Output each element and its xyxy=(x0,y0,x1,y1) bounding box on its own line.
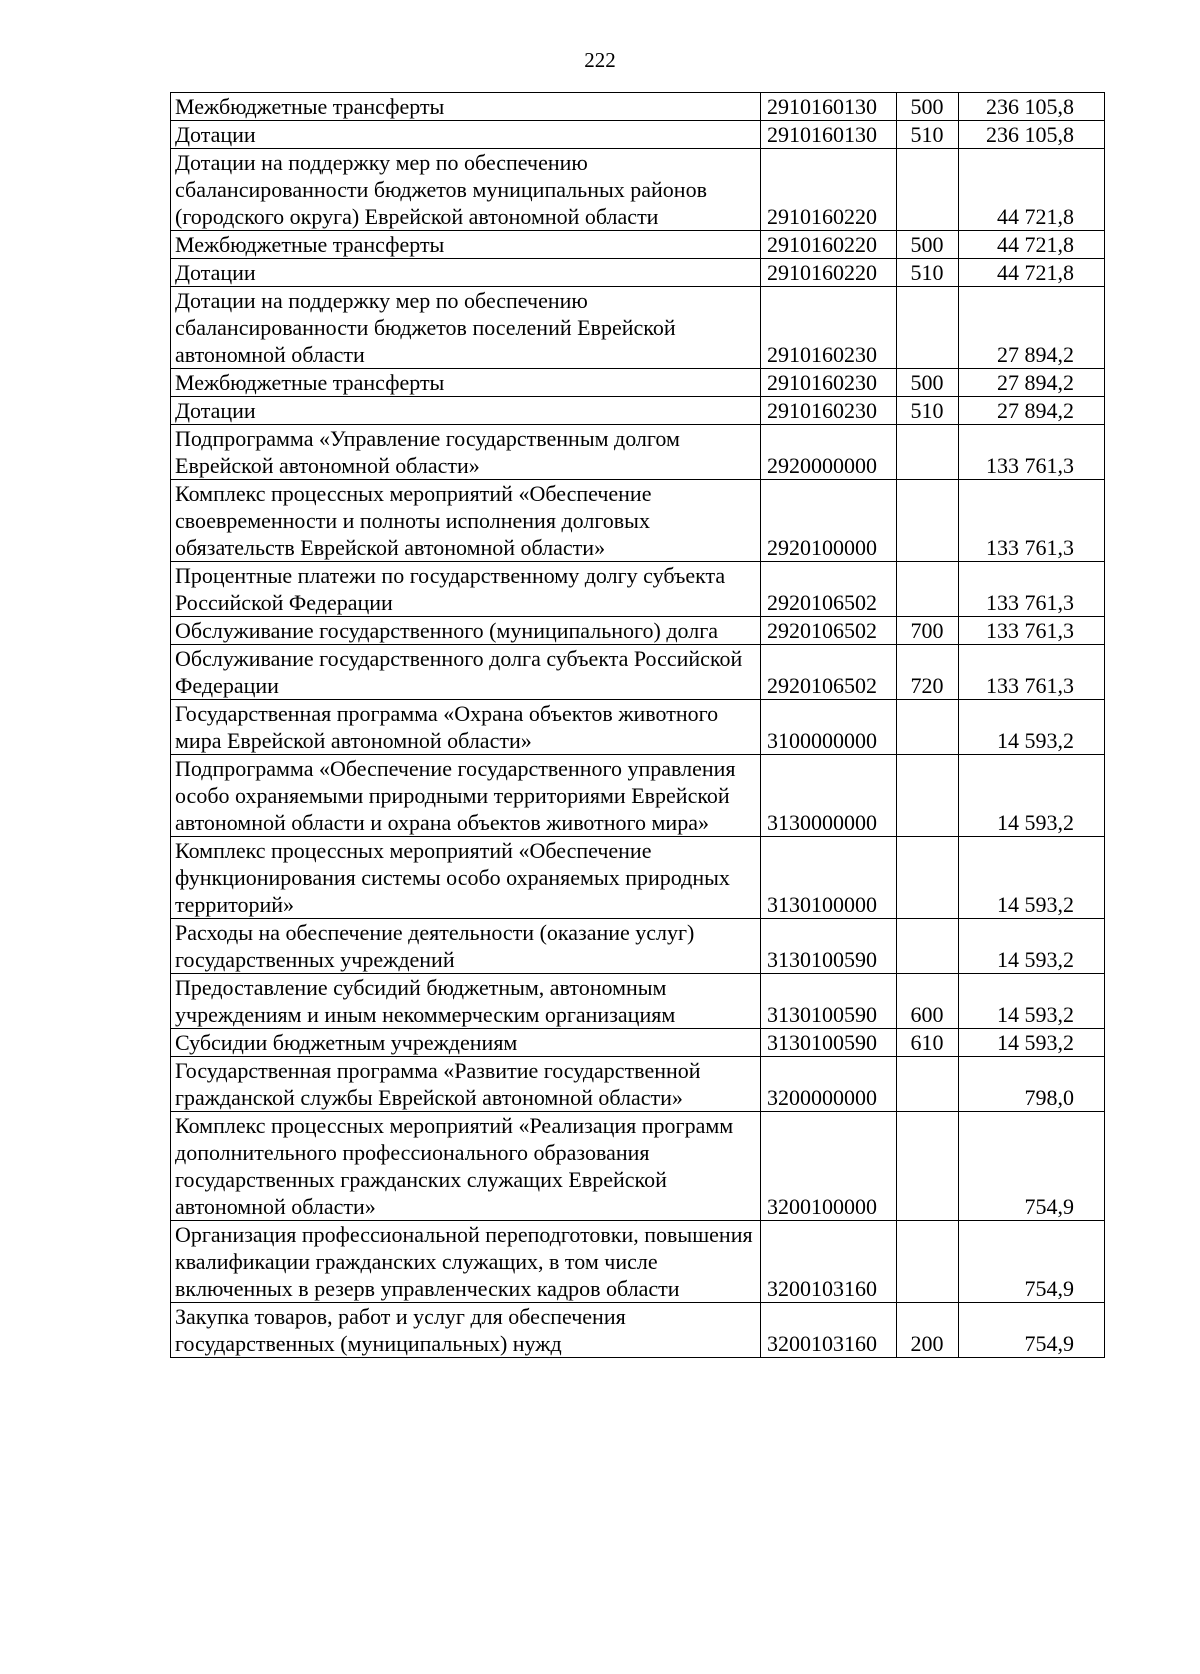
row-sum: 133 761,3 xyxy=(959,425,1105,480)
table-row xyxy=(171,259,1105,287)
row-type xyxy=(897,562,959,617)
row-name: Государственная программа «Развитие государственной гражданской службы Еврейской автономной области» xyxy=(171,1057,761,1112)
table-row xyxy=(171,149,1105,231)
row-type: 500 xyxy=(897,93,959,121)
budget-table-body xyxy=(171,93,1105,1358)
row-name: Межбюджетные трансферты xyxy=(171,231,761,259)
row-sum: 754,9 xyxy=(959,1112,1105,1221)
row-name: Комплекс процессных мероприятий «Обеспечение функционирования системы особо охраняемых природных территорий» xyxy=(171,837,761,919)
row-code: 3200103160 xyxy=(761,1221,897,1303)
row-type: 500 xyxy=(897,369,959,397)
row-type: 500 xyxy=(897,231,959,259)
row-type: 510 xyxy=(897,397,959,425)
row-type xyxy=(897,919,959,974)
row-sum: 14 593,2 xyxy=(959,919,1105,974)
row-code: 2910160230 xyxy=(761,369,897,397)
row-code: 3130100590 xyxy=(761,974,897,1029)
table-row xyxy=(171,1221,1105,1303)
row-code: 2910160130 xyxy=(761,121,897,149)
row-type xyxy=(897,287,959,369)
row-name: Дотации xyxy=(171,259,761,287)
row-code: 2920106502 xyxy=(761,645,897,700)
budget-table xyxy=(170,92,1105,1358)
row-sum: 133 761,3 xyxy=(959,480,1105,562)
table-row xyxy=(171,1112,1105,1221)
row-name: Обслуживание государственного (муниципального) долга xyxy=(171,617,761,645)
table-row xyxy=(171,1303,1105,1358)
row-name: Организация профессиональной переподготовки, повышения квалификации гражданских служащих, в том числе включенных в резерв управленческих кадров области xyxy=(171,1221,761,1303)
row-type xyxy=(897,755,959,837)
row-sum: 27 894,2 xyxy=(959,287,1105,369)
table-row xyxy=(171,397,1105,425)
row-name: Межбюджетные трансферты xyxy=(171,93,761,121)
row-sum: 236 105,8 xyxy=(959,121,1105,149)
row-sum: 236 105,8 xyxy=(959,93,1105,121)
table-row xyxy=(171,755,1105,837)
row-code: 3130100000 xyxy=(761,837,897,919)
row-name: Предоставление субсидий бюджетным, автономным учреждениям и иным некоммерческим организациям xyxy=(171,974,761,1029)
row-sum: 798,0 xyxy=(959,1057,1105,1112)
table-row xyxy=(171,480,1105,562)
row-code: 2920100000 xyxy=(761,480,897,562)
row-name: Закупка товаров, работ и услуг для обеспечения государственных (муниципальных) нужд xyxy=(171,1303,761,1358)
row-code: 3200100000 xyxy=(761,1112,897,1221)
row-type: 720 xyxy=(897,645,959,700)
row-type xyxy=(897,425,959,480)
table-row xyxy=(171,1057,1105,1112)
table-row xyxy=(171,645,1105,700)
row-name: Комплекс процессных мероприятий «Реализация программ дополнительного профессионального образования государственных гражданских служащих Еврейской автономной области» xyxy=(171,1112,761,1221)
row-type xyxy=(897,837,959,919)
row-code: 2910160230 xyxy=(761,287,897,369)
row-name: Комплекс процессных мероприятий «Обеспечение своевременности и полноты исполнения долговых обязательств Еврейской автономной области» xyxy=(171,480,761,562)
row-code: 2920106502 xyxy=(761,617,897,645)
table-row xyxy=(171,1029,1105,1057)
row-code: 3200000000 xyxy=(761,1057,897,1112)
row-sum: 27 894,2 xyxy=(959,397,1105,425)
row-code: 2910160230 xyxy=(761,397,897,425)
row-sum: 14 593,2 xyxy=(959,755,1105,837)
row-type xyxy=(897,700,959,755)
table-row xyxy=(171,121,1105,149)
row-sum: 14 593,2 xyxy=(959,974,1105,1029)
table-row xyxy=(171,425,1105,480)
row-type: 600 xyxy=(897,974,959,1029)
table-row xyxy=(171,919,1105,974)
row-sum: 44 721,8 xyxy=(959,149,1105,231)
row-type xyxy=(897,149,959,231)
row-name: Дотации на поддержку мер по обеспечению сбалансированности бюджетов поселений Еврейской автономной области xyxy=(171,287,761,369)
row-code: 2920000000 xyxy=(761,425,897,480)
row-sum: 27 894,2 xyxy=(959,369,1105,397)
table-row xyxy=(171,562,1105,617)
row-sum: 44 721,8 xyxy=(959,231,1105,259)
row-name: Дотации на поддержку мер по обеспечению сбалансированности бюджетов муниципальных районов (городского округа) Еврейской автономной области xyxy=(171,149,761,231)
table-row xyxy=(171,93,1105,121)
table-row xyxy=(171,369,1105,397)
table-row xyxy=(171,287,1105,369)
row-type: 610 xyxy=(897,1029,959,1057)
row-name: Расходы на обеспечение деятельности (оказание услуг) государственных учреждений xyxy=(171,919,761,974)
row-code: 2920106502 xyxy=(761,562,897,617)
row-type: 700 xyxy=(897,617,959,645)
row-code: 3100000000 xyxy=(761,700,897,755)
row-type: 200 xyxy=(897,1303,959,1358)
row-sum: 754,9 xyxy=(959,1221,1105,1303)
row-name: Межбюджетные трансферты xyxy=(171,369,761,397)
row-code: 3130100590 xyxy=(761,919,897,974)
row-sum: 44 721,8 xyxy=(959,259,1105,287)
row-code: 2910160220 xyxy=(761,259,897,287)
row-type xyxy=(897,1112,959,1221)
table-row xyxy=(171,617,1105,645)
table-row xyxy=(171,837,1105,919)
row-sum: 133 761,3 xyxy=(959,645,1105,700)
row-code: 2910160220 xyxy=(761,149,897,231)
row-type: 510 xyxy=(897,121,959,149)
row-code: 2910160220 xyxy=(761,231,897,259)
row-code: 3200103160 xyxy=(761,1303,897,1358)
table-row xyxy=(171,231,1105,259)
table-row xyxy=(171,700,1105,755)
row-sum: 754,9 xyxy=(959,1303,1105,1358)
row-sum: 14 593,2 xyxy=(959,700,1105,755)
row-sum: 133 761,3 xyxy=(959,562,1105,617)
table-row xyxy=(171,974,1105,1029)
row-sum: 14 593,2 xyxy=(959,1029,1105,1057)
row-name: Процентные платежи по государственному долгу субъекта Российской Федерации xyxy=(171,562,761,617)
row-code: 3130100590 xyxy=(761,1029,897,1057)
row-name: Обслуживание государственного долга субъекта Российской Федерации xyxy=(171,645,761,700)
row-name: Дотации xyxy=(171,121,761,149)
row-type xyxy=(897,480,959,562)
page-number: 222 xyxy=(584,48,616,72)
row-sum: 133 761,3 xyxy=(959,617,1105,645)
row-name: Дотации xyxy=(171,397,761,425)
row-name: Подпрограмма «Обеспечение государственного управления особо охраняемыми природными территориями Еврейской автономной области и охрана объектов животного мира» xyxy=(171,755,761,837)
row-type xyxy=(897,1057,959,1112)
row-type: 510 xyxy=(897,259,959,287)
row-code: 2910160130 xyxy=(761,93,897,121)
row-type xyxy=(897,1221,959,1303)
row-code: 3130000000 xyxy=(761,755,897,837)
row-name: Государственная программа «Охрана объектов животного мира Еврейской автономной области» xyxy=(171,700,761,755)
row-name: Подпрограмма «Управление государственным долгом Еврейской автономной области» xyxy=(171,425,761,480)
row-name: Субсидии бюджетным учреждениям xyxy=(171,1029,761,1057)
row-sum: 14 593,2 xyxy=(959,837,1105,919)
